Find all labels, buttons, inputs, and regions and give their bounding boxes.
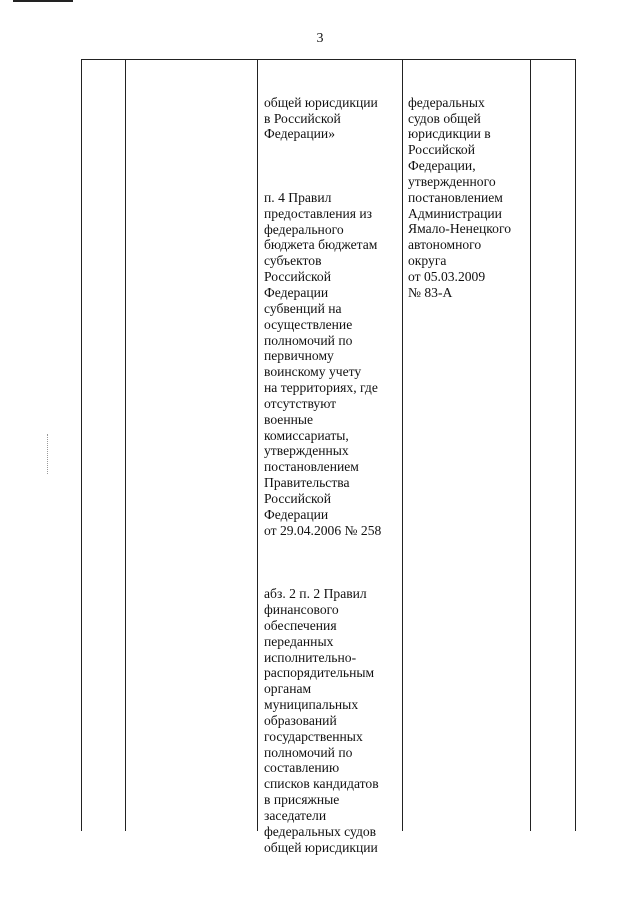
regional-act-paragraph-1: федеральных судов общей юрисдикции в Российской Федерации, утвержденного постановлением Администрации Ямало-Ненецкого автономного округа от 05.03.2009 № 83-А bbox=[408, 94, 512, 300]
document-table bbox=[81, 59, 576, 855]
page-number: 3 bbox=[316, 31, 324, 46]
column-divider-2 bbox=[257, 60, 258, 831]
column-divider-3 bbox=[402, 60, 403, 831]
legal-basis-paragraph-1: общей юрисдикции в Российской Федерации» bbox=[264, 94, 378, 142]
table-cell-legal-basis bbox=[264, 63, 381, 887]
scan-fold-mark bbox=[47, 434, 49, 474]
scan-edge-mark bbox=[13, 0, 73, 2]
column-divider-4 bbox=[530, 60, 531, 831]
legal-basis-paragraph-2: п. 4 Правил предоставления из федерального бюджета бюджетам субъектов Российской Федерации субвенций на осуществление полномочий по первичному воинскому учету на территориях, где отсутствуют военные комиссариаты, утвержденных постановлением Правительства Российской Федерации от 29.04.2006 № 258 bbox=[264, 189, 382, 538]
table-cell-regional-act bbox=[408, 63, 511, 332]
column-divider-1 bbox=[125, 60, 126, 831]
legal-basis-paragraph-3: абз. 2 п. 2 Правил финансового обеспечения переданных исполнительно- распорядительным органам муниципальных образований государственных полномочий по составлению списков кандидатов в присяжные заседатели федеральных судов общей юрисдикции bbox=[264, 586, 379, 855]
